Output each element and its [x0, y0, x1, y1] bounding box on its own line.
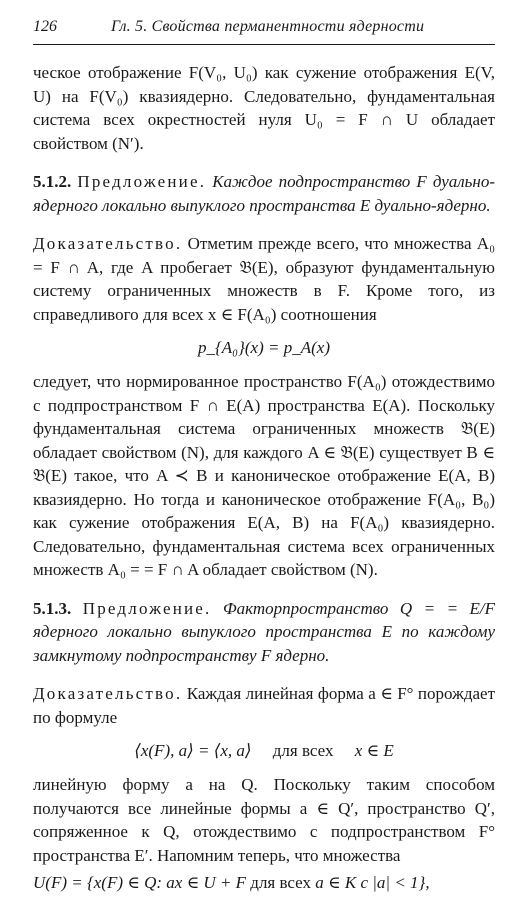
- header-rule: [33, 44, 495, 45]
- running-title: Гл. 5. Свойства перманентности ядерности: [111, 18, 425, 35]
- formula-right: x ∈ E: [354, 741, 394, 760]
- proposition-number: 5.1.2.: [33, 172, 72, 191]
- formula-set-definition: [33, 873, 495, 893]
- formula-middle-text: для всех: [250, 873, 312, 892]
- proposition-label: Предложение.: [82, 598, 212, 618]
- formula-middle-text: для всех: [272, 741, 334, 760]
- proposition-number: 5.1.3.: [33, 598, 72, 618]
- formula-left: ⟨x(F), a⟩ = ⟨x, a⟩: [134, 741, 252, 760]
- proof-continuation: линейную форму a на Q. Поскольку таким способом получаются все линейные формы a ∈ Q′, пространство Q′, сопряженное к Q, отождествимо с подпространством F° пространства E′. Напомним теперь, что множества: [33, 775, 495, 865]
- intro-paragraph: ческое отображение F(V₀, U₀) как сужение отображения E(V, U) на F(V₀) квазиядерно. Следовательно, фундаментальная система всех окрестностей нуля U₀ = F ∩ U обладает свойством (N′).: [33, 63, 495, 153]
- proof-label: Доказательство.: [33, 234, 183, 253]
- proposition-statement: Факторпространство Q = = E/F ядерного локально выпуклого пространства E по каждому замкнутому подпространству F ядерно.: [33, 598, 496, 665]
- formula-norm-equality: p_{A₀}(x) = p_A(x): [198, 338, 330, 357]
- proof-continuation: следует, что нормированное пространство F(A₀) отождествимо с подпространством F ∩ E(A) пространства E(A). Поскольку фундаментальная система ограниченных множеств 𝔅(E) обладает свойством (N), для каждого A ∈ 𝔅(E) существует B ∈ 𝔅(E) такое, что A ≺ B и каноническое отображение E(A, B) квазиядерно. Но тогда и каноническое отображение F(A₀, B₀) как сужение отображения E(A, B) на F(A₀) квазиядерно. Следовательно, фундаментальная система всех ограниченных множеств A₀ = = F ∩ A обладает свойством (N).: [33, 372, 495, 579]
- proposition-statement: Каждое подпространство F дуально-ядерного локально выпуклого пространства E дуально-ядерно.: [33, 172, 496, 215]
- proposition-5-1-3: [33, 597, 495, 668]
- proof-5-1-2: [33, 232, 495, 326]
- page-header: [33, 18, 495, 44]
- proof-text: Каждая линейная форма a ∈ F° порождает по формуле: [33, 684, 495, 727]
- book-page: [33, 18, 495, 893]
- formula-left: U(F) = {x(F) ∈ Q: ax ∈ U + F: [33, 873, 247, 892]
- formula-right: a ∈ K с |a| < 1},: [315, 873, 430, 892]
- formula-linear-form: [33, 741, 495, 761]
- page-number: 126: [33, 18, 57, 35]
- proof-5-1-3: [33, 682, 495, 729]
- proof-label: Доказательство.: [33, 684, 183, 703]
- proposition-5-1-2: [33, 170, 495, 217]
- proposition-label: Предложение.: [77, 172, 207, 191]
- proof-text: Отметим прежде всего, что множества A₀ = F ∩ A, где A пробегает 𝔅(E), образуют фундаментальную систему ограниченных множеств в F. Кроме того, из справедливого для всех x ∈ F(A₀) соотношения: [33, 234, 495, 324]
